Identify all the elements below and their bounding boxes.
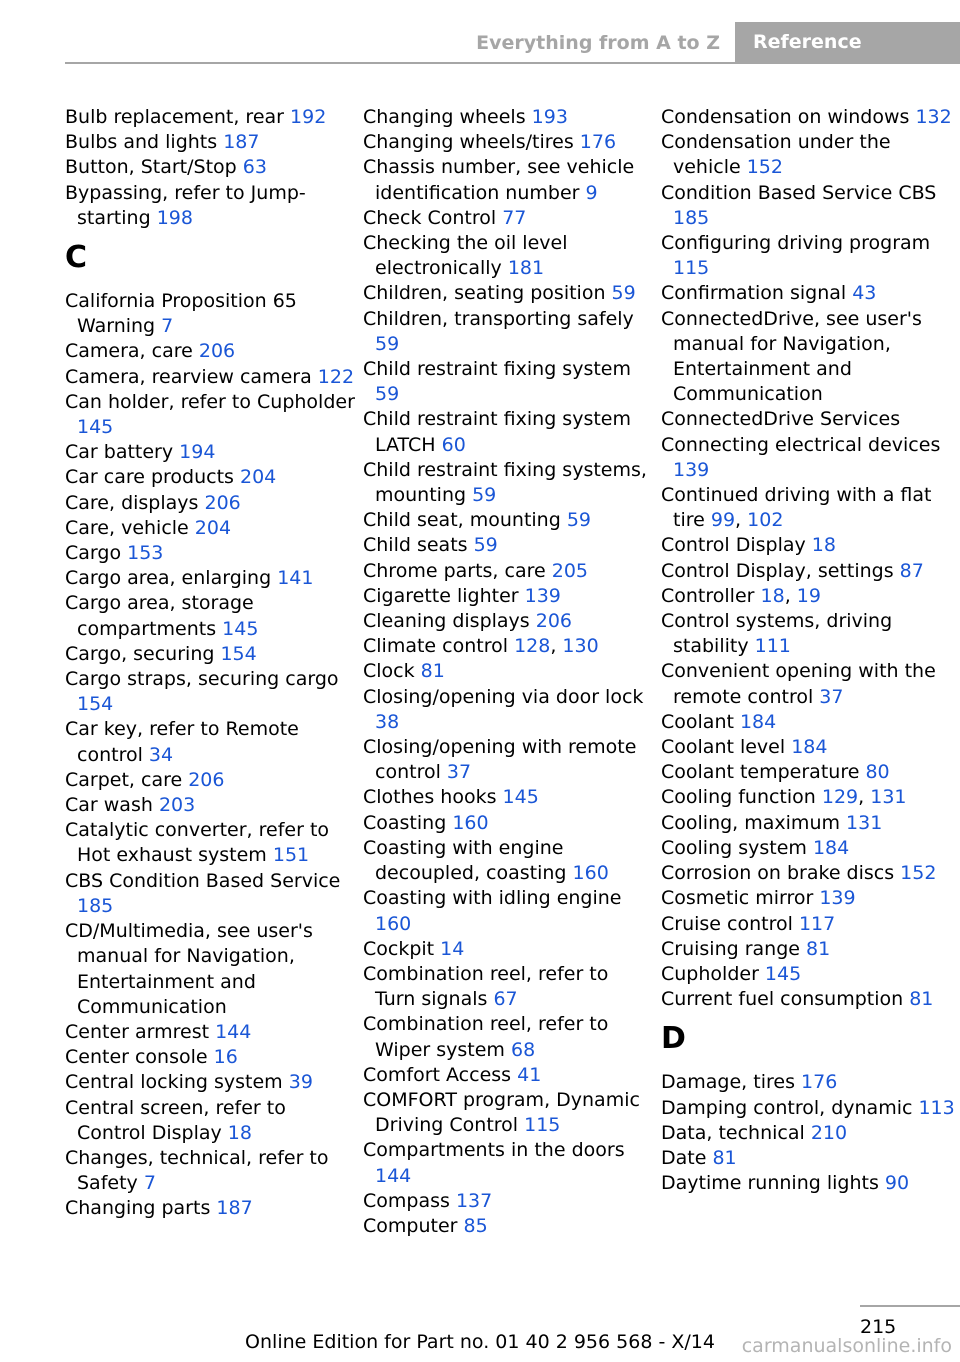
index-entry — [363, 307, 653, 357]
page-link[interactable]: 139 — [524, 584, 561, 607]
index-entry-text: Carpet, care — [65, 768, 189, 791]
index-entry-text: Cockpit — [363, 937, 441, 960]
index-entry — [65, 667, 355, 717]
index-entry — [65, 1196, 355, 1221]
index-entry-text: Date — [661, 1146, 713, 1169]
index-entry — [363, 962, 653, 1012]
page-link[interactable]: 81 — [420, 660, 445, 683]
index-entry — [363, 1012, 653, 1062]
index-entry — [661, 735, 956, 760]
index-entry-text: Bulb replacement, rear — [65, 106, 291, 128]
index-entry — [661, 1096, 956, 1121]
index-entry-text: Checking the oil level electronically — [363, 232, 568, 280]
header-tab — [735, 22, 960, 64]
index-entry — [661, 912, 956, 937]
index-entry-text: Coasting with idling engine — [363, 887, 622, 910]
index-entry — [363, 1138, 653, 1188]
index-entry-text: Condensation on windows — [661, 106, 916, 128]
index-entry — [661, 1121, 956, 1146]
page-link[interactable]: 145 — [77, 416, 114, 439]
index-entry-text: Control Display, settings — [661, 559, 900, 582]
index-entry-text: Corrosion on brake discs — [661, 862, 901, 885]
index-entry — [363, 533, 653, 558]
index-entry — [363, 685, 653, 735]
index-entry-text: Convenient opening with the remote control — [661, 660, 936, 708]
page-link[interactable]: 122 — [317, 365, 355, 388]
index-entry-text: Closing/opening via door lock — [363, 685, 644, 708]
page-link[interactable]: 206 — [188, 768, 225, 791]
page-link[interactable]: 144 — [215, 1020, 252, 1043]
page-link[interactable]: 139 — [673, 458, 710, 481]
index-column-1 — [65, 105, 355, 1222]
index-entry-text: CBS Condition Based Service — [65, 869, 341, 892]
index-entry-text: Condensation under the vehicle — [661, 131, 891, 179]
page-link[interactable]: 81 — [909, 988, 934, 1011]
page-link[interactable]: 160 — [572, 862, 609, 885]
page-link[interactable]: 117 — [798, 912, 836, 935]
index-entry — [363, 1189, 653, 1214]
index-entry-text: Clothes hooks — [363, 786, 503, 809]
index-entry-text: Cooling function — [661, 786, 822, 809]
page-number: 215 — [860, 1316, 897, 1338]
index-entry — [363, 155, 653, 205]
index-entry-text: Button, Start/Stop — [65, 156, 243, 179]
page-link[interactable]: 81 — [712, 1146, 737, 1169]
page-link[interactable]: 203 — [158, 794, 196, 817]
index-entry-text: Compass — [363, 1189, 456, 1212]
index-entry — [363, 458, 653, 508]
index-entry — [363, 407, 653, 457]
index-entry — [661, 710, 956, 735]
index-entry — [363, 811, 653, 836]
index-entry-text: Cigarette lighter — [363, 584, 525, 607]
index-entry — [661, 836, 956, 861]
index-entry — [363, 206, 653, 231]
index-entry-text: Cruising range — [661, 937, 807, 960]
page-link[interactable]: 206 — [204, 491, 241, 514]
index-entry-text: Clock — [363, 660, 421, 683]
index-entry-text: Cruise control — [661, 912, 799, 935]
index-entry-text: Changes, technical, refer to Safety — [65, 1146, 329, 1195]
page-link[interactable]: 63 — [242, 156, 267, 179]
index-entry — [363, 735, 653, 785]
page-link[interactable]: 115 — [524, 1114, 561, 1137]
index-entry — [65, 390, 355, 440]
index-entry — [661, 987, 956, 1012]
page-link[interactable]: 87 — [899, 559, 924, 582]
index-entry-text: Combination reel, refer to Wiper system — [363, 1013, 609, 1061]
index-column-2 — [363, 105, 653, 1239]
index-entry — [65, 1096, 355, 1146]
index-entry-text: Coasting — [363, 811, 453, 834]
index-entry — [363, 231, 653, 281]
page-separator: , — [550, 635, 563, 658]
index-entry — [363, 609, 653, 634]
page-link[interactable]: 18 — [811, 534, 836, 557]
index-entry-text: Cooling system — [661, 836, 813, 859]
index-entry-text: Changing wheels/tires — [363, 131, 580, 154]
page-link[interactable]: 90 — [884, 1172, 910, 1195]
index-entry-text: Confirmation signal — [661, 282, 853, 305]
index-entry — [661, 307, 956, 408]
index-entry-text: Compartments in the doors — [363, 1139, 625, 1162]
index-entry-text: Cosmetic mirror — [661, 887, 820, 910]
index-entry-text: ConnectedDrive, see user's manual for Navigation, Entertainment and Communication — [661, 307, 922, 406]
index-entry — [65, 1020, 355, 1045]
index-entry — [363, 130, 653, 155]
page-link[interactable]: 38 — [375, 710, 400, 733]
index-entry — [65, 869, 355, 919]
index-entry-text: Cargo — [65, 542, 128, 565]
index-entry-text: Comfort Access — [363, 1063, 518, 1086]
page-link[interactable]: 68 — [510, 1038, 536, 1061]
index-entry-text: Current fuel consumption — [661, 988, 910, 1011]
index-entry-text: Central screen, refer to Control Display — [65, 1096, 286, 1144]
index-entry — [661, 861, 956, 886]
index-entry — [661, 407, 956, 432]
index-entry-text: Condition Based Service CBS — [661, 181, 937, 204]
page-link[interactable]: 184 — [791, 736, 828, 759]
page-link[interactable]: 204 — [240, 466, 277, 489]
index-entry-text: Changing wheels — [363, 106, 532, 128]
index-entry-text: Computer — [363, 1214, 464, 1237]
page-link[interactable]: 192 — [290, 106, 327, 128]
index-entry-text: Cooling, maximum — [661, 811, 847, 834]
index-entry-text: Care, vehicle — [65, 516, 195, 539]
page-link[interactable]: 113 — [918, 1096, 955, 1119]
index-entry — [65, 181, 355, 231]
index-entry-text: Controller — [661, 584, 761, 607]
index-entry — [661, 130, 956, 180]
index-entry — [661, 281, 956, 306]
index-letter-heading: D — [661, 1021, 686, 1057]
index-entry-text: Center console — [65, 1046, 214, 1069]
page-link[interactable]: 18 — [760, 584, 785, 607]
index-entry — [363, 836, 653, 886]
page-link[interactable]: 16 — [213, 1046, 238, 1069]
page-link[interactable]: 131 — [870, 786, 907, 809]
page-link[interactable]: 131 — [846, 811, 883, 834]
index-entry-text: Configuring driving program — [661, 232, 931, 255]
edition-note: Online Edition for Part no. 01 40 2 956 568 - X/14 — [245, 1331, 715, 1353]
index-entry-text: Car wash — [65, 794, 159, 817]
page-link[interactable]: 7 — [143, 1172, 156, 1195]
index-entry — [661, 811, 956, 836]
page-link[interactable]: 19 — [796, 584, 821, 607]
index-entry-text: Closing/opening with remote control — [363, 736, 637, 784]
page-link[interactable]: 151 — [272, 844, 310, 867]
page-link[interactable]: 153 — [127, 542, 164, 565]
index-entry-text: California Proposition 65 Warning — [65, 290, 297, 338]
index-entry — [65, 1146, 355, 1196]
page-link[interactable]: 145 — [502, 786, 539, 809]
page-separator: , — [784, 584, 797, 607]
page-link[interactable]: 80 — [865, 761, 890, 784]
page-link[interactable]: 34 — [148, 743, 174, 766]
index-entry — [661, 533, 956, 558]
index-entry — [65, 717, 355, 767]
index-entry — [661, 1146, 956, 1171]
index-entry-text: Control systems, driving stability — [661, 610, 893, 658]
index-entry — [363, 105, 653, 130]
index-entry-text: Climate control — [363, 635, 515, 658]
page-link[interactable]: 210 — [810, 1121, 848, 1144]
index-entry-text: Children, seating position — [363, 282, 612, 305]
index-entry — [661, 559, 956, 584]
index-entry — [363, 659, 653, 684]
page-link[interactable]: 59 — [611, 282, 636, 305]
index-entry-text: Center armrest — [65, 1020, 216, 1043]
index-entry-text: Cargo area, enlarging — [65, 567, 278, 590]
page-link[interactable]: 141 — [277, 567, 314, 590]
page-link[interactable]: 184 — [739, 710, 777, 733]
page-link[interactable]: 160 — [452, 811, 489, 834]
page-link[interactable]: 187 — [223, 131, 260, 154]
index-entry — [661, 609, 956, 659]
index-entry — [363, 281, 653, 306]
index-entry-text: Damage, tires — [661, 1071, 802, 1094]
index-entry — [65, 440, 355, 465]
index-entry — [65, 768, 355, 793]
page-link[interactable]: 152 — [900, 862, 937, 885]
index-entry — [661, 785, 956, 810]
index-entry-text: Car battery — [65, 441, 180, 464]
index-entry-text: Children, transporting safely — [363, 307, 634, 330]
index-entry — [661, 1171, 956, 1196]
index-entry — [65, 591, 355, 641]
index-entry-text: Child restraint fixing system LATCH — [363, 408, 631, 456]
page-link[interactable]: 9 — [585, 181, 598, 204]
page-link[interactable]: 67 — [493, 988, 518, 1011]
page-link[interactable]: 59 — [472, 484, 497, 507]
index-letter-heading: C — [65, 240, 88, 276]
index-entry — [661, 1070, 956, 1095]
index-entry — [363, 559, 653, 584]
index-entry — [363, 785, 653, 810]
index-entry-text: Changing parts — [65, 1197, 217, 1220]
index-entry — [363, 1214, 653, 1239]
page-link[interactable]: 60 — [441, 433, 466, 456]
index-entry — [65, 130, 355, 155]
index-entry — [661, 105, 956, 130]
footer-rule — [860, 1305, 960, 1307]
index-entry-text: Child restraint fixing system — [363, 358, 631, 381]
index-entry-text: Bulbs and lights — [65, 131, 224, 154]
page-link[interactable]: 204 — [194, 516, 232, 539]
page-link[interactable]: 145 — [222, 617, 259, 640]
page-link[interactable]: 130 — [562, 635, 599, 658]
index-entry-text: Check Control — [363, 206, 503, 229]
index-entry — [661, 181, 956, 231]
index-entry — [65, 642, 355, 667]
page-link[interactable]: 14 — [440, 937, 465, 960]
page-link[interactable]: 85 — [463, 1214, 488, 1237]
index-entry — [65, 516, 355, 541]
index-entry-text: Cargo area, storage compartments — [65, 592, 254, 640]
index-entry-text: Coolant — [661, 710, 740, 733]
index-entry-text: Cleaning displays — [363, 610, 536, 633]
index-entry-text: Coolant level — [661, 736, 792, 759]
index-entry-text: CD/Multimedia, see user's manual for Navigation, Entertainment and Communication — [65, 920, 313, 1018]
index-entry — [65, 793, 355, 818]
index-entry-text: Control Display — [661, 534, 812, 557]
page-link[interactable]: 144 — [375, 1164, 412, 1187]
index-entry — [661, 433, 956, 483]
page-link[interactable]: 139 — [819, 887, 856, 910]
index-entry-text: Car care products — [65, 466, 240, 489]
header-section-title: Everything from A to Z — [476, 32, 720, 54]
index-column-3 — [661, 105, 956, 1196]
index-entry — [65, 289, 355, 339]
index-entry-text: Child restraint fixing systems, mounting — [363, 458, 647, 507]
page-link[interactable]: 99 — [710, 509, 736, 532]
page-link[interactable]: 132 — [915, 106, 952, 128]
page-link[interactable]: 111 — [754, 635, 791, 658]
page-link[interactable]: 194 — [179, 441, 216, 464]
page-separator: , — [858, 786, 871, 809]
index-entry — [661, 659, 956, 709]
index-entry — [363, 1063, 653, 1088]
index-entry-text: Continued driving with a flat tire — [661, 484, 932, 532]
page-link[interactable]: 128 — [514, 635, 551, 658]
page-link[interactable]: 43 — [852, 282, 877, 305]
page-separator: , — [735, 509, 748, 532]
page-link[interactable]: 59 — [473, 534, 498, 557]
index-entry — [65, 1070, 355, 1095]
index-entry-text: ConnectedDrive Services — [661, 408, 901, 431]
page-link[interactable]: 7 — [161, 315, 174, 338]
index-entry — [65, 465, 355, 490]
index-entry — [661, 231, 956, 281]
page-link[interactable]: 102 — [747, 509, 784, 532]
page-link[interactable]: 193 — [531, 106, 568, 128]
index-entry — [65, 1045, 355, 1070]
page-link[interactable]: 154 — [77, 693, 114, 716]
index-entry-text: Camera, care — [65, 340, 199, 363]
page-link[interactable]: 184 — [812, 836, 850, 859]
index-entry-text: Chassis number, see vehicle identification number — [363, 156, 635, 204]
page-link[interactable]: 129 — [821, 786, 859, 809]
page-link[interactable]: 59 — [375, 383, 400, 406]
index-entry — [661, 886, 956, 911]
index-entry-text: Catalytic converter, refer to Hot exhaust system — [65, 819, 330, 867]
page-link[interactable]: 205 — [551, 559, 588, 582]
page-link[interactable]: 81 — [806, 937, 831, 960]
index-entry — [363, 357, 653, 407]
index-entry-text: Care, displays — [65, 491, 205, 514]
page-link[interactable]: 39 — [288, 1071, 313, 1094]
index-entry-text: Bypassing, refer to Jump-starting — [65, 181, 306, 229]
page-link[interactable]: 18 — [227, 1121, 252, 1144]
page-link[interactable]: 160 — [375, 912, 412, 935]
index-entry — [661, 962, 956, 987]
index-entry-text: Camera, rearview camera — [65, 365, 318, 388]
page-link[interactable]: 206 — [198, 340, 236, 363]
index-entry-text: Car key, refer to Remote control — [65, 718, 299, 766]
page-link[interactable]: 145 — [764, 962, 802, 985]
index-entry — [363, 584, 653, 609]
index-entry — [363, 634, 653, 659]
index-entry — [363, 508, 653, 533]
index-entry — [65, 541, 355, 566]
index-entry — [65, 818, 355, 868]
index-entry-text: Cargo straps, securing cargo — [65, 668, 339, 691]
page-link[interactable]: 187 — [216, 1197, 253, 1220]
page-link[interactable]: 154 — [220, 642, 257, 665]
index-entry-text: Coolant temperature — [661, 761, 866, 784]
index-entry — [363, 937, 653, 962]
index-entry-text: Cargo, securing — [65, 642, 221, 665]
index-entry — [661, 760, 956, 785]
watermark: carmanualsonline.info — [741, 1335, 952, 1357]
index-entry — [65, 365, 355, 390]
page-link[interactable]: 59 — [375, 332, 400, 355]
index-entry — [363, 1088, 653, 1138]
index-entry — [65, 491, 355, 516]
page-link[interactable]: 59 — [566, 509, 592, 532]
page-link[interactable]: 176 — [579, 131, 617, 154]
index-entry-text: Child seats — [363, 534, 474, 557]
page-link[interactable]: 37 — [819, 685, 844, 708]
index-entry — [65, 566, 355, 591]
index-entry-text: Coasting with engine decoupled, coasting — [363, 836, 573, 885]
page-link[interactable]: 198 — [156, 206, 193, 229]
index-entry-text: COMFORT program, Dynamic Driving Control — [363, 1088, 640, 1137]
index-entry-text: Damping control, dynamic — [661, 1096, 919, 1119]
index-entry — [363, 886, 653, 936]
index-entry — [65, 155, 355, 180]
index-entry-text: Daytime running lights — [661, 1172, 885, 1195]
index-entry — [661, 584, 956, 609]
index-entry — [661, 937, 956, 962]
index-entry — [65, 339, 355, 364]
page-link[interactable]: 181 — [507, 257, 545, 280]
index-entry-text: Combination reel, refer to Turn signals — [363, 962, 609, 1011]
page-link[interactable]: 77 — [502, 206, 527, 229]
index-entry-text: Central locking system — [65, 1071, 289, 1094]
page-link[interactable]: 41 — [517, 1063, 542, 1086]
page-link[interactable]: 137 — [455, 1189, 493, 1212]
index-entry-text: Cupholder — [661, 962, 765, 985]
index-entry-text: Data, technical — [661, 1121, 811, 1144]
index-entry-text: Child seat, mounting — [363, 509, 567, 532]
page-link[interactable]: 206 — [535, 610, 573, 633]
page-link[interactable]: 152 — [746, 156, 783, 179]
page-link[interactable]: 115 — [673, 257, 710, 280]
index-entry-text: Connecting electrical devices — [661, 433, 941, 456]
page-link[interactable]: 176 — [801, 1071, 838, 1094]
index-entry — [661, 483, 956, 533]
page-link[interactable]: 185 — [673, 206, 710, 229]
index-entry — [65, 105, 355, 130]
header-tab-label: Reference — [753, 31, 862, 53]
index-entry-text: Can holder, refer to Cupholder — [65, 390, 355, 413]
index-entry — [65, 919, 355, 1020]
index-entry-text: Chrome parts, care — [363, 559, 552, 582]
page-link[interactable]: 185 — [77, 894, 114, 917]
page-link[interactable]: 37 — [446, 761, 472, 784]
